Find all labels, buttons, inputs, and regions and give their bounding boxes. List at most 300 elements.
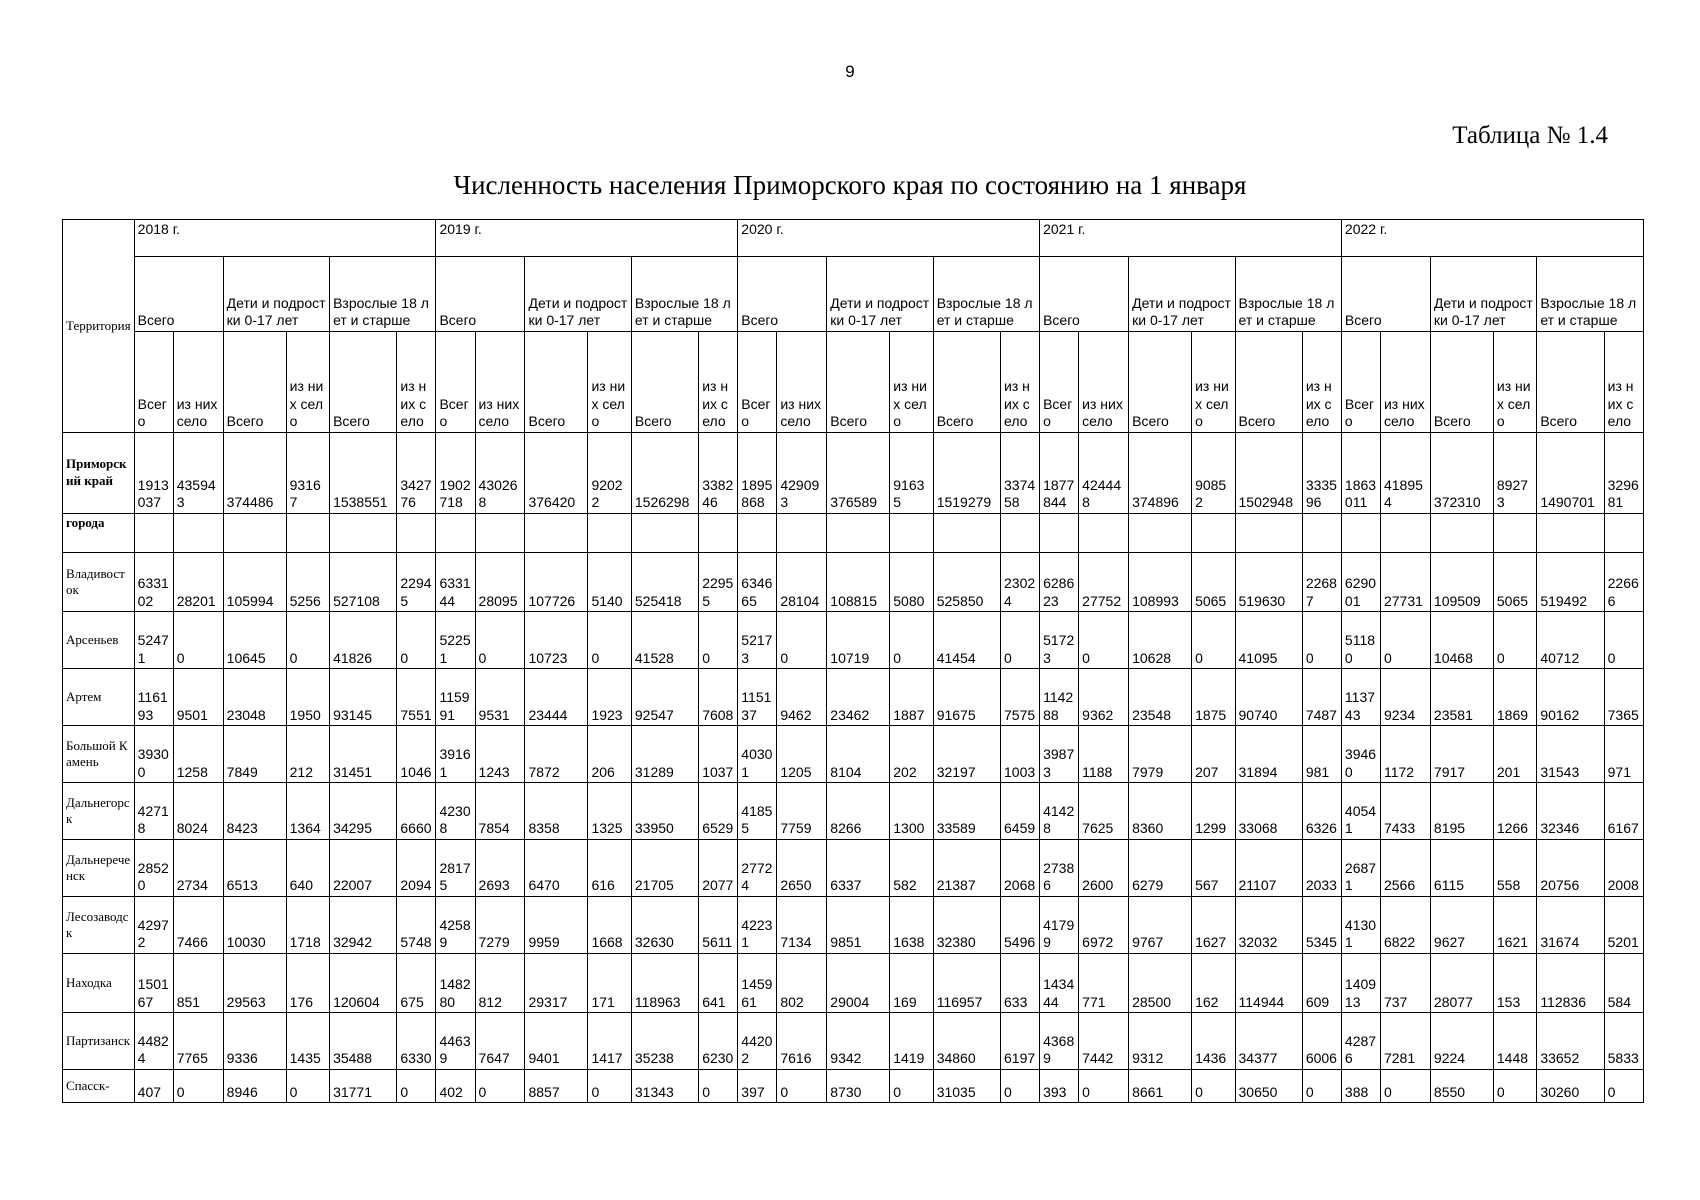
table-cell: 0 xyxy=(1493,612,1536,669)
table-cell: 0 xyxy=(777,612,827,669)
subheader-total: Всего xyxy=(827,331,890,432)
row-label: города xyxy=(63,513,135,552)
table-cell: 9234 xyxy=(1380,669,1430,726)
table-cell: 1266 xyxy=(1493,783,1536,840)
table-cell: 115991 xyxy=(436,669,475,726)
table-cell: 2650 xyxy=(777,839,827,896)
table-cell: 6513 xyxy=(223,839,286,896)
table-cell: 633102 xyxy=(134,553,173,612)
table-cell: 1243 xyxy=(475,726,525,783)
table-cell: 10719 xyxy=(827,612,890,669)
table-cell: 1300 xyxy=(890,783,933,840)
table-cell: 7433 xyxy=(1380,783,1430,840)
table-cell: 1205 xyxy=(777,726,827,783)
table-number: Таблица № 1.4 xyxy=(1452,122,1608,149)
table-cell: 9627 xyxy=(1430,896,1493,953)
table-cell: 1526298 xyxy=(631,432,698,513)
table-cell: 21107 xyxy=(1235,839,1302,896)
table-cell: 42308 xyxy=(436,783,475,840)
subheader-rural: из них село xyxy=(1001,331,1040,432)
table-row xyxy=(63,432,1644,513)
table-cell: 0 xyxy=(1604,1069,1643,1102)
table-cell: 40712 xyxy=(1537,612,1604,669)
table-cell: 6330 xyxy=(397,1013,436,1070)
table-cell: 108815 xyxy=(827,553,890,612)
row-label: Владивосток xyxy=(63,553,135,612)
table-cell: 41428 xyxy=(1040,783,1079,840)
table-cell: 22687 xyxy=(1302,553,1341,612)
table-cell: 33589 xyxy=(933,783,1000,840)
table-cell: 9851 xyxy=(827,896,890,953)
table-cell xyxy=(1129,513,1192,552)
table-cell: 115137 xyxy=(738,669,777,726)
table-cell: 519492 xyxy=(1537,553,1604,612)
year-header: 2022 г. xyxy=(1341,220,1643,257)
table-cell: 397 xyxy=(738,1069,777,1102)
table-cell: 0 xyxy=(1302,612,1341,669)
table-cell: 5833 xyxy=(1604,1013,1643,1070)
table-cell: 109509 xyxy=(1430,553,1493,612)
subheader-rural: из них село xyxy=(699,331,738,432)
table-cell: 0 xyxy=(1079,612,1129,669)
table-cell: 33652 xyxy=(1537,1013,1604,1070)
table-cell: 33068 xyxy=(1235,783,1302,840)
table-cell: 558 xyxy=(1493,839,1536,896)
table-cell: 32942 xyxy=(330,896,397,953)
table-cell: 633 xyxy=(1001,953,1040,1012)
table-cell: 32380 xyxy=(933,896,1000,953)
table-cell: 51723 xyxy=(1040,612,1079,669)
table-cell: 0 xyxy=(1604,612,1643,669)
table-cell: 374896 xyxy=(1129,432,1192,513)
subheader-rural: из них село xyxy=(397,331,436,432)
table-cell xyxy=(1192,513,1235,552)
table-cell: 52173 xyxy=(738,612,777,669)
table-cell: 1037 xyxy=(699,726,738,783)
table-cell: 2068 xyxy=(1001,839,1040,896)
table-cell: 42589 xyxy=(436,896,475,953)
table-cell: 9959 xyxy=(525,896,588,953)
table-cell: 584 xyxy=(1604,953,1643,1012)
table-cell xyxy=(588,513,631,552)
table-cell: 41855 xyxy=(738,783,777,840)
group-header: Всего xyxy=(738,257,827,331)
group-header: Дети и подростки 0-17 лет xyxy=(223,257,329,331)
table-cell: 628623 xyxy=(1040,553,1079,612)
table-cell: 6822 xyxy=(1380,896,1430,953)
subheader-rural: из них село xyxy=(1493,331,1536,432)
table-cell: 20756 xyxy=(1537,839,1604,896)
group-header: Всего xyxy=(1040,257,1129,331)
table-cell: 6006 xyxy=(1302,1013,1341,1070)
subheader-total: Всего xyxy=(738,331,777,432)
table-cell: 40541 xyxy=(1341,783,1380,840)
table-cell: 402 xyxy=(436,1069,475,1102)
table-cell: 7979 xyxy=(1129,726,1192,783)
table-cell: 201 xyxy=(1493,726,1536,783)
table-cell: 0 xyxy=(588,1069,631,1102)
table-cell: 9224 xyxy=(1430,1013,1493,1070)
table-cell: 9312 xyxy=(1129,1013,1192,1070)
subheader-total: Всего xyxy=(1341,331,1380,432)
table-cell: 23444 xyxy=(525,669,588,726)
table-cell: 7616 xyxy=(777,1013,827,1070)
table-cell: 8946 xyxy=(223,1069,286,1102)
table-cell xyxy=(777,513,827,552)
group-header: Дети и подростки 0-17 лет xyxy=(1430,257,1536,331)
table-cell: 6197 xyxy=(1001,1013,1040,1070)
table-cell: 90852 xyxy=(1192,432,1235,513)
table-cell: 6529 xyxy=(699,783,738,840)
table-cell: 23548 xyxy=(1129,669,1192,726)
table-cell: 22666 xyxy=(1604,553,1643,612)
table-cell: 8730 xyxy=(827,1069,890,1102)
table-cell: 5201 xyxy=(1604,896,1643,953)
table-cell xyxy=(1341,513,1380,552)
table-cell: 34860 xyxy=(933,1013,1000,1070)
subheader-rural: из них село xyxy=(173,331,223,432)
table-cell: 0 xyxy=(1001,612,1040,669)
year-header: 2018 г. xyxy=(134,220,436,257)
table-cell: 333596 xyxy=(1302,432,1341,513)
table-cell: 28175 xyxy=(436,839,475,896)
table-cell: 5080 xyxy=(890,553,933,612)
table-cell: 7765 xyxy=(173,1013,223,1070)
table-cell: 41799 xyxy=(1040,896,1079,953)
table-cell: 41454 xyxy=(933,612,1000,669)
subheader-rural: из них село xyxy=(1192,331,1235,432)
table-cell: 7466 xyxy=(173,896,223,953)
table-cell: 337458 xyxy=(1001,432,1040,513)
table-cell: 0 xyxy=(475,1069,525,1102)
table-cell: 1325 xyxy=(588,783,631,840)
subheader-rural: из них село xyxy=(1079,331,1129,432)
table-cell: 29563 xyxy=(223,953,286,1012)
table-row xyxy=(63,896,1644,953)
table-cell: 1417 xyxy=(588,1013,631,1070)
territory-header: Территория xyxy=(63,220,135,433)
table-cell: 31771 xyxy=(330,1069,397,1102)
table-cell: 802 xyxy=(777,953,827,1012)
table-cell: 39300 xyxy=(134,726,173,783)
table-cell: 8024 xyxy=(173,783,223,840)
table-row xyxy=(63,1069,1644,1102)
group-header: Дети и подростки 0-17 лет xyxy=(525,257,631,331)
table-cell: 6660 xyxy=(397,783,436,840)
subheader-rural: из них село xyxy=(1380,331,1430,432)
table-cell: 8104 xyxy=(827,726,890,783)
page-number: 9 xyxy=(845,62,855,81)
table-cell xyxy=(933,513,1000,552)
table-cell: 7872 xyxy=(525,726,588,783)
row-label: Большой Камень xyxy=(63,726,135,783)
table-cell: 851 xyxy=(173,953,223,1012)
table-cell xyxy=(1604,513,1643,552)
table-cell: 169 xyxy=(890,953,933,1012)
table-cell: 8661 xyxy=(1129,1069,1192,1102)
table-cell: 52251 xyxy=(436,612,475,669)
table-cell: 0 xyxy=(286,1069,329,1102)
table-cell: 7608 xyxy=(699,669,738,726)
group-header: Взрослые 18 лет и старше xyxy=(933,257,1039,331)
table-cell: 148280 xyxy=(436,953,475,1012)
table-cell: 9401 xyxy=(525,1013,588,1070)
table-cell xyxy=(1079,513,1129,552)
table-cell: 28500 xyxy=(1129,953,1192,1012)
row-label: Лесозаводск xyxy=(63,896,135,953)
table-cell: 31451 xyxy=(330,726,397,783)
table-cell: 0 xyxy=(1380,612,1430,669)
table-cell: 519630 xyxy=(1235,553,1302,612)
table-cell: 0 xyxy=(890,612,933,669)
table-cell: 23048 xyxy=(223,669,286,726)
table-cell: 5065 xyxy=(1493,553,1536,612)
table-cell: 6115 xyxy=(1430,839,1493,896)
table-cell xyxy=(699,513,738,552)
table-cell: 1448 xyxy=(1493,1013,1536,1070)
table-cell: 33950 xyxy=(631,783,698,840)
table-cell: 374486 xyxy=(223,432,286,513)
row-label: Спасск- xyxy=(63,1069,135,1102)
subheader-total: Всего xyxy=(1129,331,1192,432)
table-cell xyxy=(173,513,223,552)
table-cell xyxy=(1001,513,1040,552)
table-cell xyxy=(738,513,777,552)
table-cell: 8266 xyxy=(827,783,890,840)
table-cell: 5748 xyxy=(397,896,436,953)
table-cell: 5496 xyxy=(1001,896,1040,953)
table-cell: 582 xyxy=(890,839,933,896)
table-cell xyxy=(890,513,933,552)
table-cell: 10628 xyxy=(1129,612,1192,669)
table-cell: 145961 xyxy=(738,953,777,1012)
table-cell: 0 xyxy=(286,612,329,669)
table-cell: 0 xyxy=(588,612,631,669)
table-cell: 92547 xyxy=(631,669,698,726)
table-cell: 6230 xyxy=(699,1013,738,1070)
document-title: Численность населения Приморского края по состоянию на 1 января xyxy=(453,170,1247,200)
table-cell: 212 xyxy=(286,726,329,783)
table-cell: 418954 xyxy=(1380,432,1430,513)
table-cell: 0 xyxy=(173,1069,223,1102)
table-cell: 7849 xyxy=(223,726,286,783)
subheader-total: Всего xyxy=(330,331,397,432)
table-cell: 31674 xyxy=(1537,896,1604,953)
table-cell: 7917 xyxy=(1430,726,1493,783)
table-cell: 5140 xyxy=(588,553,631,612)
table-cell: 21387 xyxy=(933,839,1000,896)
table-cell: 981 xyxy=(1302,726,1341,783)
table-cell: 30650 xyxy=(1235,1069,1302,1102)
table-cell: 0 xyxy=(1079,1069,1129,1102)
table-cell: 609 xyxy=(1302,953,1341,1012)
table-cell: 23024 xyxy=(1001,553,1040,612)
table-cell: 2077 xyxy=(699,839,738,896)
table-cell: 0 xyxy=(397,612,436,669)
table-cell: 372310 xyxy=(1430,432,1493,513)
table-cell: 39873 xyxy=(1040,726,1079,783)
subheader-total: Всего xyxy=(1430,331,1493,432)
table-cell: 8423 xyxy=(223,783,286,840)
table-cell: 34377 xyxy=(1235,1013,1302,1070)
group-header: Всего xyxy=(1341,257,1430,331)
table-cell: 41826 xyxy=(330,612,397,669)
table-cell: 2693 xyxy=(475,839,525,896)
table-cell: 7281 xyxy=(1380,1013,1430,1070)
table-cell xyxy=(1380,513,1430,552)
table-cell: 5345 xyxy=(1302,896,1341,953)
table-cell: 2734 xyxy=(173,839,223,896)
table-cell: 7365 xyxy=(1604,669,1643,726)
table-cell: 1923 xyxy=(588,669,631,726)
table-cell: 112836 xyxy=(1537,953,1604,1012)
group-header: Всего xyxy=(436,257,525,331)
table-cell: 10030 xyxy=(223,896,286,953)
table-cell: 39460 xyxy=(1341,726,1380,783)
table-cell: 91635 xyxy=(890,432,933,513)
table-cell: 640 xyxy=(286,839,329,896)
table-cell xyxy=(1235,513,1302,552)
table-cell: 42972 xyxy=(134,896,173,953)
table-cell: 1258 xyxy=(173,726,223,783)
table-cell: 6470 xyxy=(525,839,588,896)
group-header: Взрослые 18 лет и старше xyxy=(1235,257,1341,331)
subheader-rural: из них село xyxy=(890,331,933,432)
table-cell: 114944 xyxy=(1235,953,1302,1012)
table-cell: 202 xyxy=(890,726,933,783)
table-cell: 0 xyxy=(1192,1069,1235,1102)
table-cell: 1913037 xyxy=(134,432,173,513)
table-cell: 1950 xyxy=(286,669,329,726)
year-header: 2021 г. xyxy=(1040,220,1342,257)
table-cell: 51180 xyxy=(1341,612,1380,669)
table-cell: 22007 xyxy=(330,839,397,896)
table-cell: 153 xyxy=(1493,953,1536,1012)
row-label: Партизанск xyxy=(63,1013,135,1070)
table-cell: 2566 xyxy=(1380,839,1430,896)
table-cell: 1436 xyxy=(1192,1013,1235,1070)
table-cell: 6279 xyxy=(1129,839,1192,896)
table-cell: 176 xyxy=(286,953,329,1012)
table-cell: 0 xyxy=(397,1069,436,1102)
table-cell: 107726 xyxy=(525,553,588,612)
table-row xyxy=(63,553,1644,612)
table-cell: 7759 xyxy=(777,783,827,840)
subheader-total: Всего xyxy=(134,331,173,432)
table-cell: 9531 xyxy=(475,669,525,726)
group-header: Взрослые 18 лет и старше xyxy=(631,257,737,331)
table-cell: 31543 xyxy=(1537,726,1604,783)
table-cell: 29317 xyxy=(525,953,588,1012)
table-cell: 9501 xyxy=(173,669,223,726)
table-cell: 342776 xyxy=(397,432,436,513)
table-cell: 43689 xyxy=(1040,1013,1079,1070)
row-label: Арсеньев xyxy=(63,612,135,669)
table-cell: 39161 xyxy=(436,726,475,783)
subheader-total: Всего xyxy=(1040,331,1079,432)
table-cell: 1638 xyxy=(890,896,933,953)
table-cell: 28095 xyxy=(475,553,525,612)
table-cell: 1627 xyxy=(1192,896,1235,953)
table-cell: 1502948 xyxy=(1235,432,1302,513)
table-cell: 89273 xyxy=(1493,432,1536,513)
table-cell: 6167 xyxy=(1604,783,1643,840)
table-cell: 812 xyxy=(475,953,525,1012)
table-cell: 634665 xyxy=(738,553,777,612)
table-cell: 41095 xyxy=(1235,612,1302,669)
table-cell: 7442 xyxy=(1079,1013,1129,1070)
table-cell: 0 xyxy=(699,1069,738,1102)
table-cell: 93167 xyxy=(286,432,329,513)
table-cell: 675 xyxy=(397,953,436,1012)
table-cell: 329681 xyxy=(1604,432,1643,513)
table-cell: 971 xyxy=(1604,726,1643,783)
table-cell: 10723 xyxy=(525,612,588,669)
table-cell: 0 xyxy=(1001,1069,1040,1102)
table-cell: 1364 xyxy=(286,783,329,840)
table-cell: 2094 xyxy=(397,839,436,896)
table-cell: 22955 xyxy=(699,553,738,612)
subheader-total: Всего xyxy=(631,331,698,432)
table-cell: 5256 xyxy=(286,553,329,612)
table-cell: 206 xyxy=(588,726,631,783)
table-cell: 1895868 xyxy=(738,432,777,513)
table-cell: 5065 xyxy=(1192,553,1235,612)
table-cell: 0 xyxy=(1380,1069,1430,1102)
table-cell: 42718 xyxy=(134,783,173,840)
subheader-total: Всего xyxy=(525,331,588,432)
table-cell: 44202 xyxy=(738,1013,777,1070)
table-cell: 5611 xyxy=(699,896,738,953)
table-cell: 1490701 xyxy=(1537,432,1604,513)
table-cell: 52471 xyxy=(134,612,173,669)
row-label: Приморский край xyxy=(63,432,135,513)
table-cell: 567 xyxy=(1192,839,1235,896)
table-cell: 7551 xyxy=(397,669,436,726)
table-cell: 7854 xyxy=(475,783,525,840)
table-cell: 116957 xyxy=(933,953,1000,1012)
table-cell: 9362 xyxy=(1079,669,1129,726)
table-cell: 27724 xyxy=(738,839,777,896)
table-cell: 2033 xyxy=(1302,839,1341,896)
table-cell xyxy=(1430,513,1493,552)
subheader-rural: из них село xyxy=(286,331,329,432)
table-cell: 7625 xyxy=(1079,783,1129,840)
table-cell: 9462 xyxy=(777,669,827,726)
table-cell: 641 xyxy=(699,953,738,1012)
table-cell: 0 xyxy=(699,612,738,669)
table-cell: 525418 xyxy=(631,553,698,612)
table-cell xyxy=(631,513,698,552)
table-cell: 6326 xyxy=(1302,783,1341,840)
table-cell: 1718 xyxy=(286,896,329,953)
table-cell: 737 xyxy=(1380,953,1430,1012)
table-cell: 9767 xyxy=(1129,896,1192,953)
table-cell: 32197 xyxy=(933,726,1000,783)
subheader-total: Всего xyxy=(436,331,475,432)
table-cell: 116193 xyxy=(134,669,173,726)
table-cell: 1863011 xyxy=(1341,432,1380,513)
table-row xyxy=(63,783,1644,840)
table-cell xyxy=(286,513,329,552)
subheader-rural: из них село xyxy=(1604,331,1643,432)
table-cell: 32630 xyxy=(631,896,698,953)
table-cell: 27731 xyxy=(1380,553,1430,612)
table-cell: 27752 xyxy=(1079,553,1129,612)
row-label: Дальнереченск xyxy=(63,839,135,896)
year-header: 2019 г. xyxy=(436,220,738,257)
table-cell xyxy=(436,513,475,552)
